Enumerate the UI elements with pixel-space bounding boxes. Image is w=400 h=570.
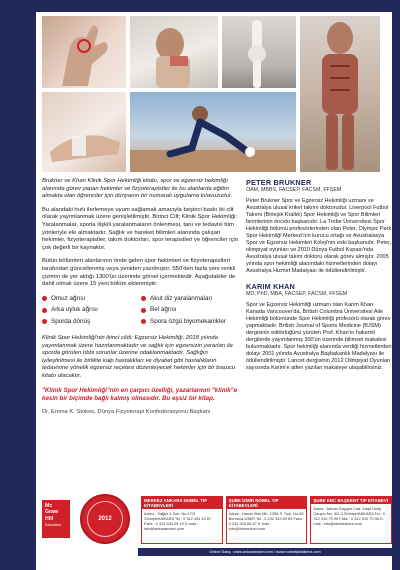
- endorsement-quote: "Klinik Spor Hekimliği"nin en çarpıcı özelliği, yazarlarının "klinik"e kesin bir biçimde bağlı kalmış olmasıdır. Bu eşsiz bir kitap.: [42, 386, 238, 402]
- author-1-bio: Peter Brukner Spor ve Egzersiz Hekimliği uzmanı ve Avustralya ulusal kriket takımı doktorudur. Liverpool Futbol Takımı (Birleşik Krallık) Spor Hekimliği ve Spor Bilimleri birimlerinin önceki başkanıdır. La Trobe Üniversitesi Spor Hekimliği bölümü profesörlerinden olan Peter, Olympic Park Spor Hekimliği Merkezi'nin kurucu ortağı ve Avustralasya Spor ve Egzersiz Hekimleri Koleji'nin eski başkanıdır. Peter, olimpiyat oyunları ve 2010 Dünya Futbol Kupası'nda Avustralya ulusal takım doktoru olarak görev almıştır. 2005 yılında spor hekimliği alanındaki hizmetlerinden dolayı Avustralya Hizmet Madalyası ile ödüllendirilmiştir.: [246, 198, 392, 275]
- bullet-icon: [42, 296, 47, 301]
- author-1-credentials: OAM, MBBS, FACSEP, FACSM, FFSEM: [246, 187, 342, 193]
- seal-center: 2012: [87, 501, 123, 537]
- store-card: [226, 496, 308, 544]
- online-sales-bar: Online Satış : www.ankaranobel.com / www.nobeltipkitabevi.com: [138, 548, 392, 556]
- bullet-icon: [141, 319, 146, 324]
- right-frame-bar: [392, 0, 400, 570]
- store-card: [310, 496, 392, 544]
- photo-skeleton-knee: [222, 16, 296, 88]
- top-frame-bar: [0, 0, 400, 12]
- outro-paragraph: Klinik Spor Hekimliği'nin ikinci cildi: Egzersiz Hekimliği, 2018 yılında yayımlanmak üzere hazırlanmaktadır ve sağlık için egzersizin yararları ile sporda görülen tıbbi sorunlar üzerine odaklanmaktadır. Sağlığın iyileştirilmesi ile birlikte kalp hastalıkları ve diyabet gibi hastalıkların tedavisine yönelik egzersiz reçetesi düzenleyecek hekimler için bir başucu kitabı olacaktır.: [42, 334, 236, 379]
- photo-athlete-stretch: [130, 92, 296, 172]
- store-address: Adres : Adnan Saygun Cad. Kaşif Ünay Çarşısı No: 4/2-3 Sıhhiye/ANKARA Tel : 0 312 310 70 95 Faks : 0 312 310 70 96 E-mail : info@kbcbaskent.com: [313, 506, 386, 527]
- list-item: Omuz ağrısı: [42, 295, 141, 303]
- photo-collage: [42, 16, 380, 172]
- store-title: MERKEZ ANKARA NOBEL TIP KİTABEVLERİ: [142, 497, 222, 509]
- author-2-name: KARIM KHAN: [246, 281, 296, 291]
- list-item: Sporda dönüş: [42, 318, 141, 326]
- quote-author: Dr. Emma K. Stokes, Dünya Fizyoterapi Konfederasyonu Başkanı: [42, 408, 211, 415]
- bookstore-seal: [80, 494, 130, 544]
- bullet-icon: [42, 308, 47, 313]
- list-item: Spora özgü biyomekanikler: [141, 318, 240, 326]
- store-title: ŞUBE İZMİR NOBEL TIP KİTABEVLERİ: [227, 497, 307, 509]
- store-card: [141, 496, 223, 544]
- author-1-name: PETER BRUKNER: [246, 178, 312, 187]
- bullet-icon: [42, 319, 47, 324]
- photo-shoulder-exam: [130, 16, 218, 88]
- list-item: Akut diz yaralanmaları: [141, 295, 240, 303]
- bullet-icon: [141, 308, 146, 313]
- intro-paragraph-1: Brukner ve Khan Klinik Spor Hekimliği kitabı, spor ve egzersiz hekimliği alanında görev yapan hekimler ve fizyoterapistler ile bu alanlarda eğitim almakta olan öğrenciler için dünyanın bir numaralı uygulama kılavuzudur.: [42, 178, 233, 200]
- store-title: ŞUBE KBC BAŞKENT TIP KİTABEVİ: [311, 497, 391, 504]
- photo-anatomy-model: [300, 16, 380, 172]
- author-2-credentials: MD, PhD, MBA, FACSEP, FACSM, FFSEM: [246, 290, 348, 297]
- new-chapters-right: [141, 295, 240, 329]
- store-address: Adres : Sağlık 2 Sok. No:17/3 Sıhhiye/ANKARA Tel : 0 312 434 10 87 Faks : 0 312 434 05 19 E-mail : info@ankaranobel.com: [144, 511, 212, 532]
- bookstore-addresses: [138, 496, 392, 544]
- author-2-bio: Spor ve Egzersiz Hekimliği uzmanı olan Karim Khan Kanada Vancouver'da, British Columbia Üniversitesi Aile Hekimliği bölümünde Spor Hekimliği profesörü olarak görev yapmaktadır. British Journal of Sports Medicine (BJSM) dergisinin editörlüğünü yürüten Prof. Khan'ın hakemli dergilerde yayımlanmış 300'ün üzerinde bilimsel makalesi bulunmaktadır. Spor hekimliği alanında verdiği hizmetlerden dolayı 2001 yılında Avustralya Başbakanlık Madalyası ile ödüllendirilmiştir. Lancet dergisinin 2012 Olimpiyat Oyunları sayısında Karim'e atfen yazılan makaleye ulaşabilirsiniz.: [246, 301, 392, 371]
- photo-hand-injury: [42, 16, 126, 88]
- new-chapters-list: [42, 295, 240, 329]
- intro-paragraph-3: Bütün bölümleri alanlarının önde gelen spor hekimleri ve fizyoterapistleri tarafından güncellenmiş veya yeniden yazılmıştır. 550'den fazla yeni renkli çizimin de yer aldığı 1300'ün üzerinde görsel içermektedir. Aşağıdakiler de dahil olmak üzere 15 yeni bölüm eklenmiştir:: [42, 258, 236, 288]
- list-item: Arka uyluk ağrısı: [42, 306, 141, 314]
- intro-paragraph-2: Bu alandaki hızlı ilerlemeye uyum sağlamak amacıyla beşinci baskı iki cilt olarak yayımlanmak üzere genişletilmiştir. Birinci Cilt; Klinik Spor Hekimliği: Yaralanmalar, sporla ilişkili yaralanmaların önlenmesi, tanı ve tedavisi tüm yönleriyle ele almaktadır. Sağlık ve hareket bilimleri alanında çalışan hekimler, fizyoterapistler, takım doktorları, spor terapistleri ve öğrenciler için çok değerli bir kaynaktır.: [42, 206, 239, 251]
- publisher-logo: Mc Graw Hill Education: [42, 500, 70, 538]
- list-item: Bel ağrısı: [141, 306, 240, 314]
- description-column: [42, 178, 240, 415]
- left-frame-bar: [0, 0, 36, 570]
- bullet-icon: [141, 296, 146, 301]
- photo-foot-taping: [42, 92, 126, 172]
- store-address: Adres : Hasım Bnk Mh. 1396 S. Sok. No:38 Bornova-İZMİR Tel : 0 232 343 69 69 Faks : 0 232 343 66 67 E-mail : info@izmirnobel.com: [228, 511, 305, 532]
- new-chapters-left: [42, 295, 141, 329]
- authors-column: [246, 178, 392, 378]
